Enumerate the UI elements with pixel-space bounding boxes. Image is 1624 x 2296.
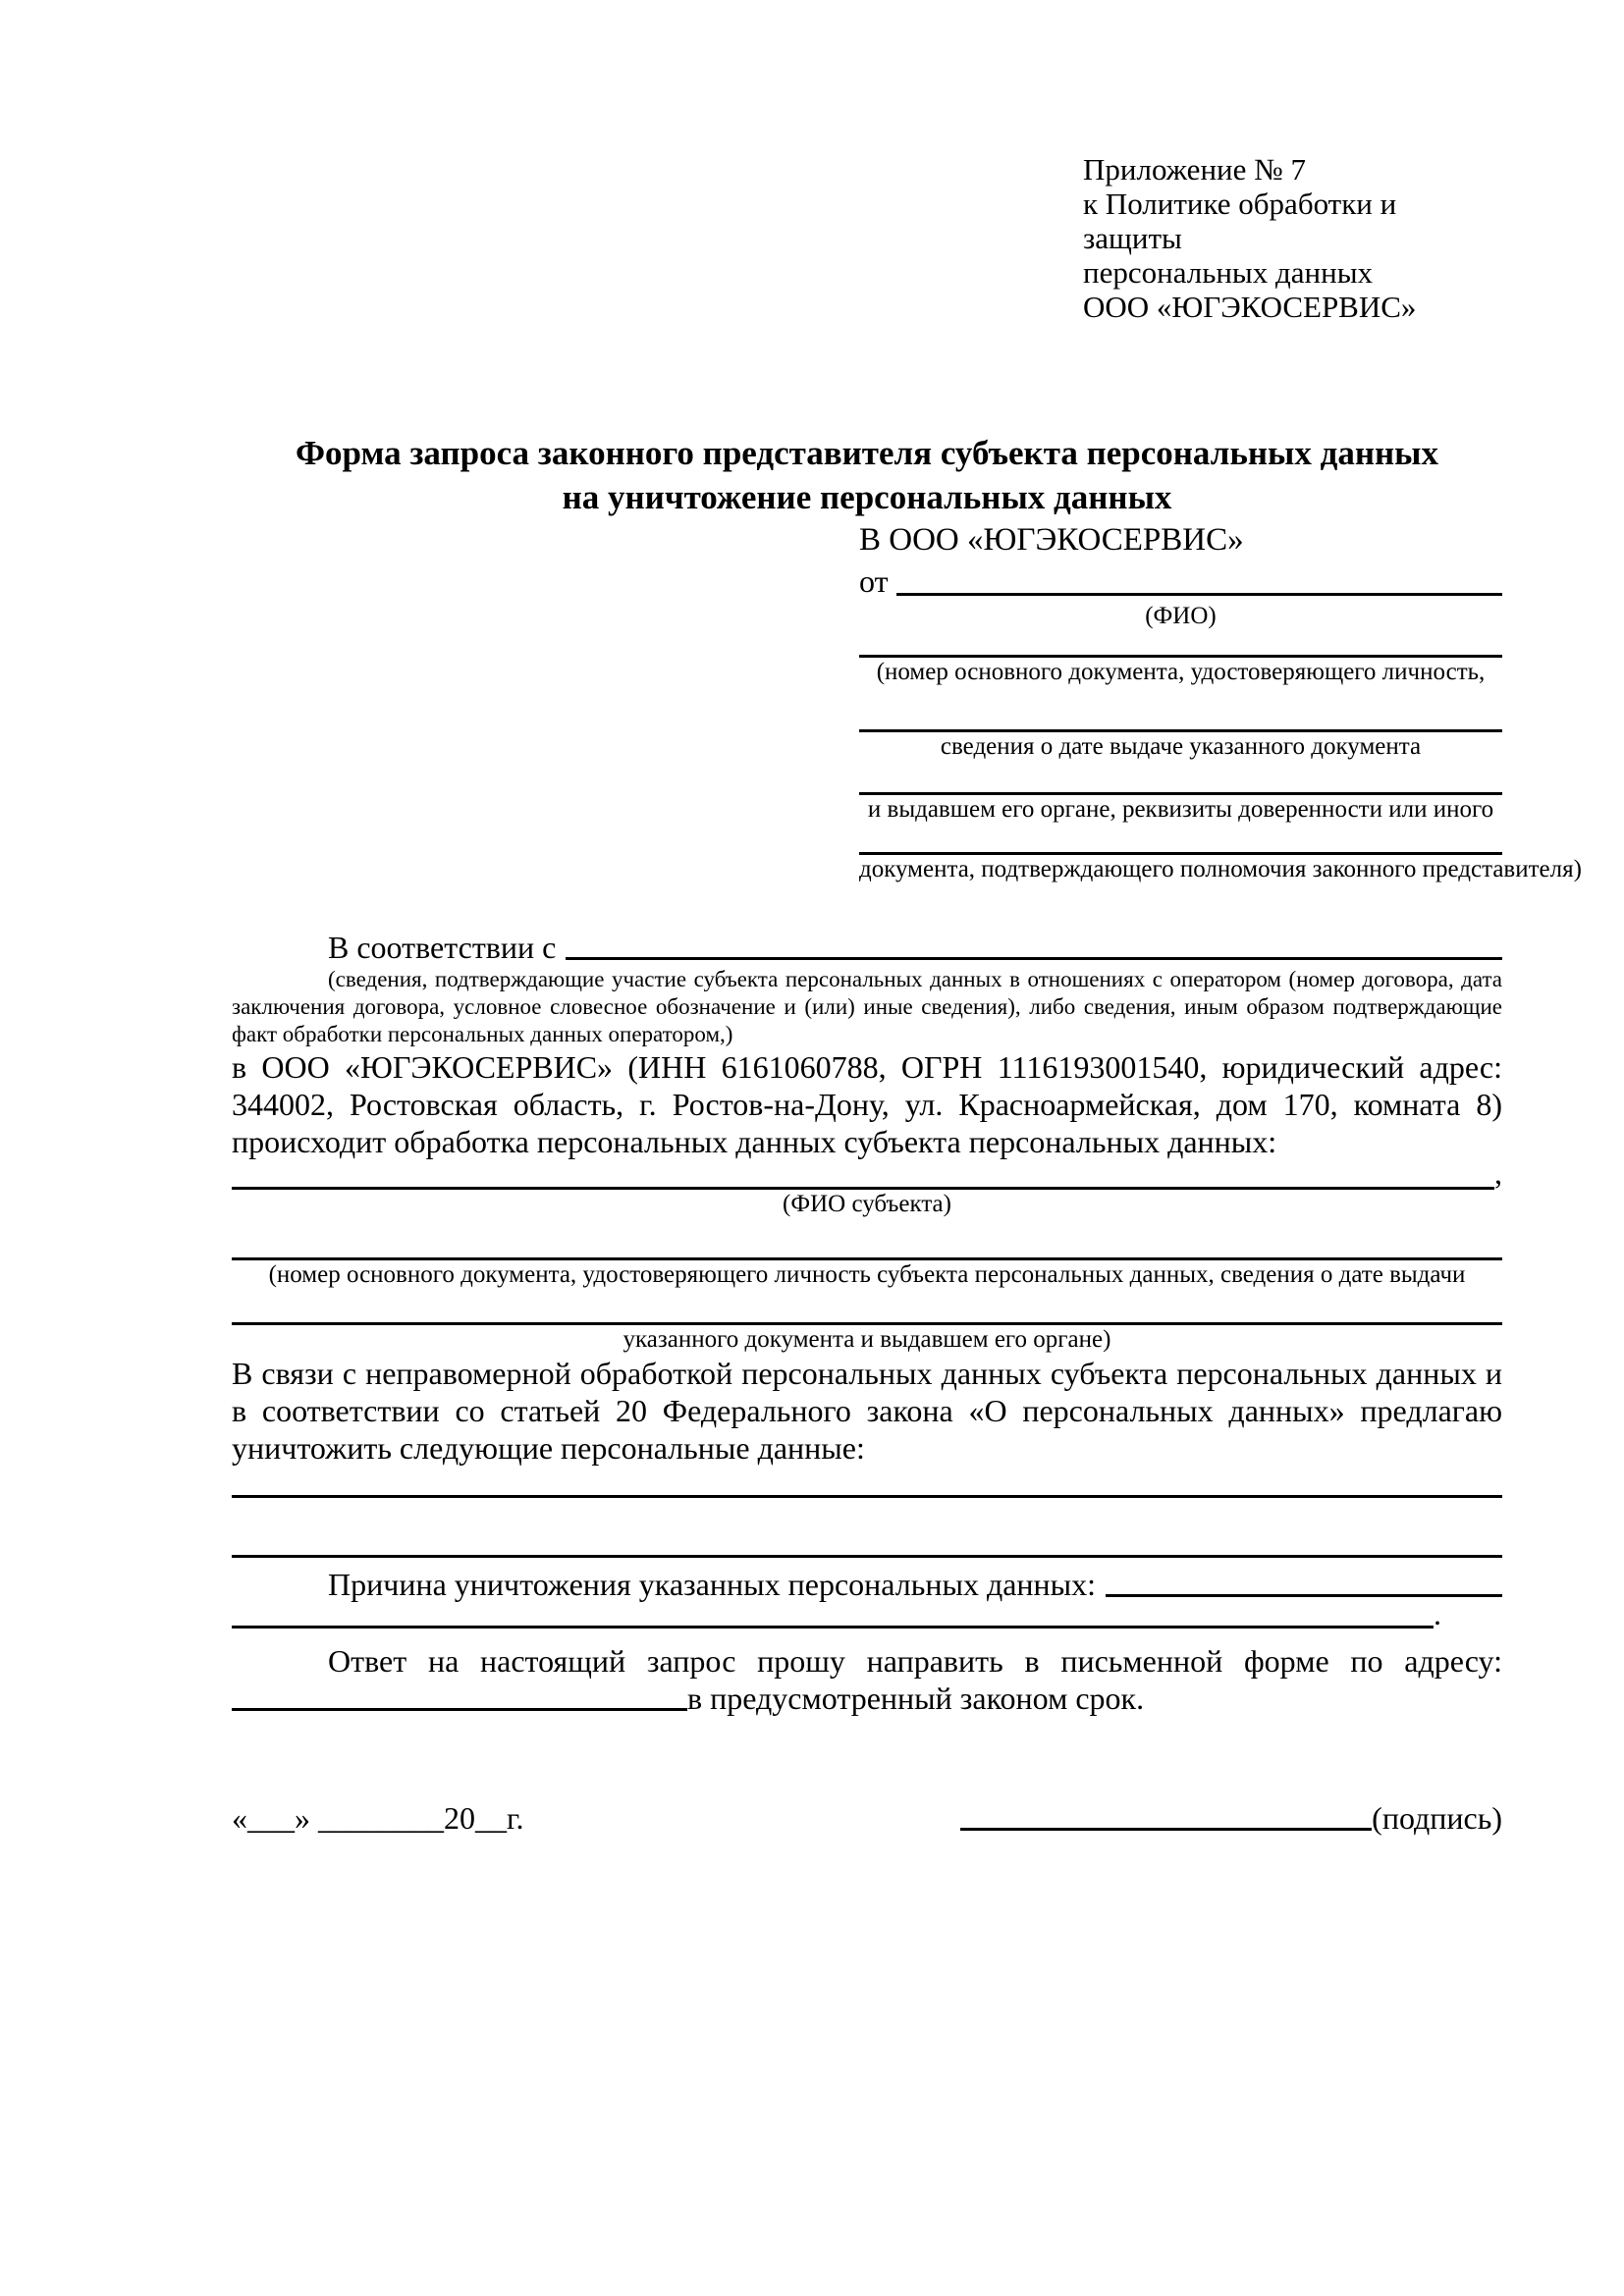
subject-doc-caption: указанного документа и выдавшем его органе) <box>623 1326 1111 1353</box>
signature-area <box>960 1798 1502 1838</box>
blank-caption: и выдавшем его органе, реквизиты доверенности или иного <box>867 796 1494 823</box>
blank-line <box>859 762 1502 795</box>
form-title <box>232 431 1502 519</box>
operator-paragraph: в ООО «ЮГЭКОСЕРВИС» (ИНН 6161060788, ОГРН 1116193001540, юридический адрес: 344002, Ростовская область, г. Ростов-на-Дону, ул. Красноармейская, дом 170, комната 8) происходит обработка персональных данных субъекта персональных данных: <box>232 1049 1502 1159</box>
address-fill-line <box>232 1680 687 1711</box>
reason-fill-line <box>1106 1566 1502 1597</box>
accordance-fill-line <box>566 929 1502 960</box>
blank-line <box>232 1290 1502 1325</box>
appendix-header-line: к Политике обработки и защиты <box>1083 187 1397 255</box>
trailing-period: . <box>1434 1596 1441 1631</box>
signature-fill-line <box>960 1828 1372 1831</box>
accordance-line <box>232 929 1502 966</box>
fio-caption: (ФИО) <box>1145 603 1217 629</box>
reply-tail-text: в предусмотренный законом срок. <box>687 1681 1145 1716</box>
appendix-header-line: ООО «ЮГЭКОСЕРВИС» <box>1083 290 1417 324</box>
blank-line <box>859 631 1502 658</box>
blank-line <box>232 1160 1494 1190</box>
reply-address-line <box>232 1680 1502 1717</box>
trailing-comma: , <box>1494 1155 1502 1191</box>
accordance-label: В соответствии с <box>328 930 557 965</box>
form-title-line-1: Форма запроса законного представителя субъекта персональных данных <box>296 434 1438 472</box>
form-body <box>232 929 1502 1717</box>
form-title-line-2: на уничтожение персональных данных <box>562 478 1172 516</box>
blank-caption: документа, подтверждающего полномочия законного представителя) <box>859 856 1582 882</box>
blank-line <box>232 1467 1502 1498</box>
appendix-header-line: персональных данных <box>1083 255 1374 290</box>
signature-caption: (подпись) <box>1372 1800 1502 1836</box>
subject-doc-caption: (номер основного документа, удостоверяющего личность субъекта персональных данных, сведения о дате выдачи <box>268 1261 1466 1288</box>
addressee-block <box>859 519 1582 884</box>
subject-fio-blank-line <box>232 1155 1502 1191</box>
blank-line <box>232 1219 1502 1260</box>
accordance-fineprint: (сведения, подтверждающие участие субъекта персональных данных в отношениях с оператором (номер договора, дата заключения договора, условное словесное обозначение и (или) иные сведения), либо сведения, иным образом подтверждающие факт обработки персональных данных оператором,) <box>232 967 1502 1046</box>
addressee-to-line: В ООО «ЮГЭКОСЕРВИС» <box>859 522 1244 558</box>
from-label: от <box>859 563 889 599</box>
blank-line <box>859 687 1502 732</box>
subject-fio-caption: (ФИО субъекта) <box>783 1191 951 1217</box>
appendix-header-line: Приложение № 7 <box>1083 152 1306 187</box>
blank-line <box>232 1603 1434 1629</box>
blank-caption: (номер основного документа, удостоверяющего личность, <box>876 659 1486 685</box>
addressee-from-line <box>859 561 1502 602</box>
unlawful-processing-paragraph: В связи с неправомерной обработкой персональных данных субъекта персональных данных и в соответствии со статьей 20 Федерального закона «О персональных данных» предлагаю уничтожить следующие персональные данные: <box>232 1356 1502 1466</box>
reason-continuation-line <box>232 1596 1502 1631</box>
reason-line <box>232 1566 1502 1603</box>
blank-line <box>859 825 1502 855</box>
date-signature-row <box>232 1798 1502 1838</box>
date-blank: «___» ________20__г. <box>232 1800 524 1836</box>
from-fill-line <box>896 561 1502 596</box>
blank-line <box>232 1498 1502 1558</box>
reply-request-line: Ответ на настоящий запрос прошу направить в письменной форме по адресу: <box>328 1643 1502 1679</box>
reason-label: Причина уничтожения указанных персональных данных: <box>328 1567 1097 1602</box>
appendix-header-block <box>1083 152 1502 324</box>
blank-caption: сведения о дате выдаче указанного документа <box>940 733 1422 760</box>
